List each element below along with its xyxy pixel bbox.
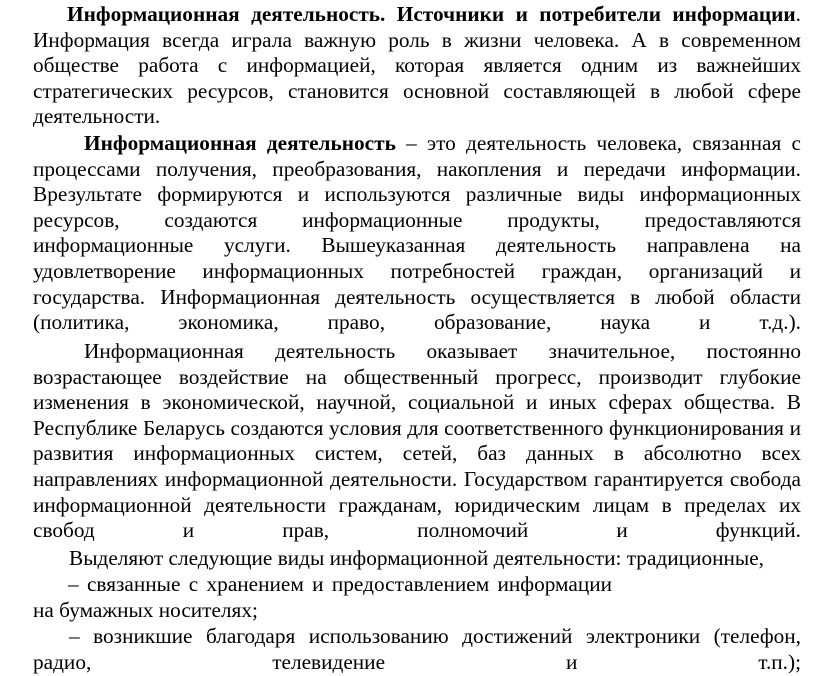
list-item-paper-line2 xyxy=(33,598,733,624)
list-item-electronics xyxy=(33,624,801,675)
impact-text: Информационная деятельность оказывает значительное, постоянно возрастающее воздействие на общественный прогресс, производит глубокие изменения в экономической, научной, социальной и иных сферах общества. В Республике Беларусь создаются условия для соответственного функционирования и развития информационных систем, сетей, баз данных в абсолютно всех направлениях информационной деятельности. Государством гарантируется свобода информационной деятельности гражданам, юридическим лицам в пределах их свобод и прав, полномочий и функций. xyxy=(33,339,801,543)
definition-text: – это деятельность человека, связанная с процессами получения, преобразования, накопления и передачи информации. Врезультате формируются и используются различные виды информационных ресурсов, создаются информационные продукты, предоставляются информационные услуги. Вышеуказанная деятельность направлена на удовлетворение информационных потребностей граждан, организаций и государства. Информационная деятельность осуществляется в любой области (политика, экономика, право, образование, наука и т.д.). xyxy=(33,131,801,335)
intro-text: . Информация всегда играла важную роль в жизни человека. А в современном обществе работа с информацией, которая является одним из важнейших стратегических ресурсов, становится основной составляющей в любой сфере деятельности. xyxy=(33,2,801,129)
list-item-electronics-text: – возникшие благодаря использованию достижений электроники (телефон, радио, телевидение и т.п.); xyxy=(33,624,801,674)
paragraph-intro xyxy=(33,2,801,130)
paragraph-definition xyxy=(33,131,801,336)
term-informational-activity: Информационная деятельность xyxy=(84,131,396,155)
paragraph-impact xyxy=(33,339,801,544)
paragraph-types-intro xyxy=(33,546,801,572)
types-intro-text: Выделяют следующие виды информационной деятельности: традиционные, xyxy=(69,546,764,570)
section-heading: Информационная деятельность. Источники и потребители информации xyxy=(67,2,796,26)
list-item-paper-text: – связанные с хранением и предоставлением информации xyxy=(68,572,613,596)
list-item-paper-continuation: на бумажных носителях; xyxy=(33,598,258,622)
list-item-paper-line1 xyxy=(68,572,768,598)
